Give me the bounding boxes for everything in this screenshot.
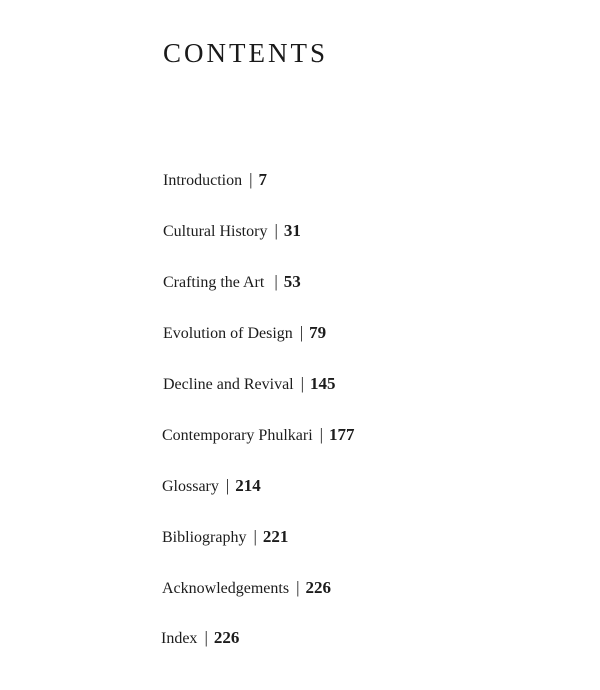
toc-separator: | <box>204 628 208 647</box>
toc-separator: | <box>299 323 304 342</box>
toc-entry-evolution-of-design <box>163 323 326 344</box>
toc-separator: | <box>274 221 278 240</box>
toc-entry-title: Cultural History <box>163 223 268 240</box>
toc-page-number: 214 <box>235 476 261 495</box>
toc-separator: | <box>253 527 257 546</box>
toc-entry-title: Acknowledgements <box>162 580 290 597</box>
toc-entry-glossary <box>162 476 261 497</box>
toc-entry-introduction <box>163 170 267 191</box>
toc-separator: | <box>296 578 300 597</box>
toc-entry-index <box>161 628 239 649</box>
toc-page-number: 7 <box>258 170 267 189</box>
toc-page-number: 53 <box>283 272 301 291</box>
toc-entry-title: Decline and Revival <box>163 376 294 393</box>
toc-entry-title: Evolution of Design <box>163 325 293 342</box>
toc-page-number: 226 <box>213 628 240 647</box>
toc-page-number: 31 <box>283 221 301 240</box>
toc-entry-title: Introduction <box>163 172 243 189</box>
toc-separator: | <box>274 272 278 291</box>
toc-separator: | <box>319 425 324 444</box>
toc-page-number: 221 <box>262 527 289 546</box>
toc-page-number: 226 <box>305 578 331 597</box>
toc-page-number: 145 <box>310 374 336 393</box>
toc-page-number: 177 <box>329 425 355 444</box>
toc-entry-acknowledgements <box>162 578 331 599</box>
toc-separator: | <box>249 170 253 189</box>
toc-separator: | <box>300 374 305 393</box>
toc-entry-title: Contemporary Phulkari <box>162 427 313 444</box>
toc-entry-contemporary-phulkari <box>162 425 355 446</box>
toc-entry-title: Bibliography <box>162 529 247 546</box>
toc-entry-cultural-history <box>163 221 301 242</box>
toc-entry-title: Crafting the Art <box>163 274 265 291</box>
page-title: CONTENTS <box>163 38 328 68</box>
toc-entry-bibliography <box>162 527 288 548</box>
toc-page-number: 79 <box>309 323 327 342</box>
toc-separator: | <box>225 476 230 495</box>
toc-entry-crafting-the-art <box>163 272 301 293</box>
toc-entry-decline-and-revival <box>163 374 336 395</box>
toc-entry-title: Index <box>161 630 198 647</box>
toc-entry-title: Glossary <box>162 478 219 495</box>
